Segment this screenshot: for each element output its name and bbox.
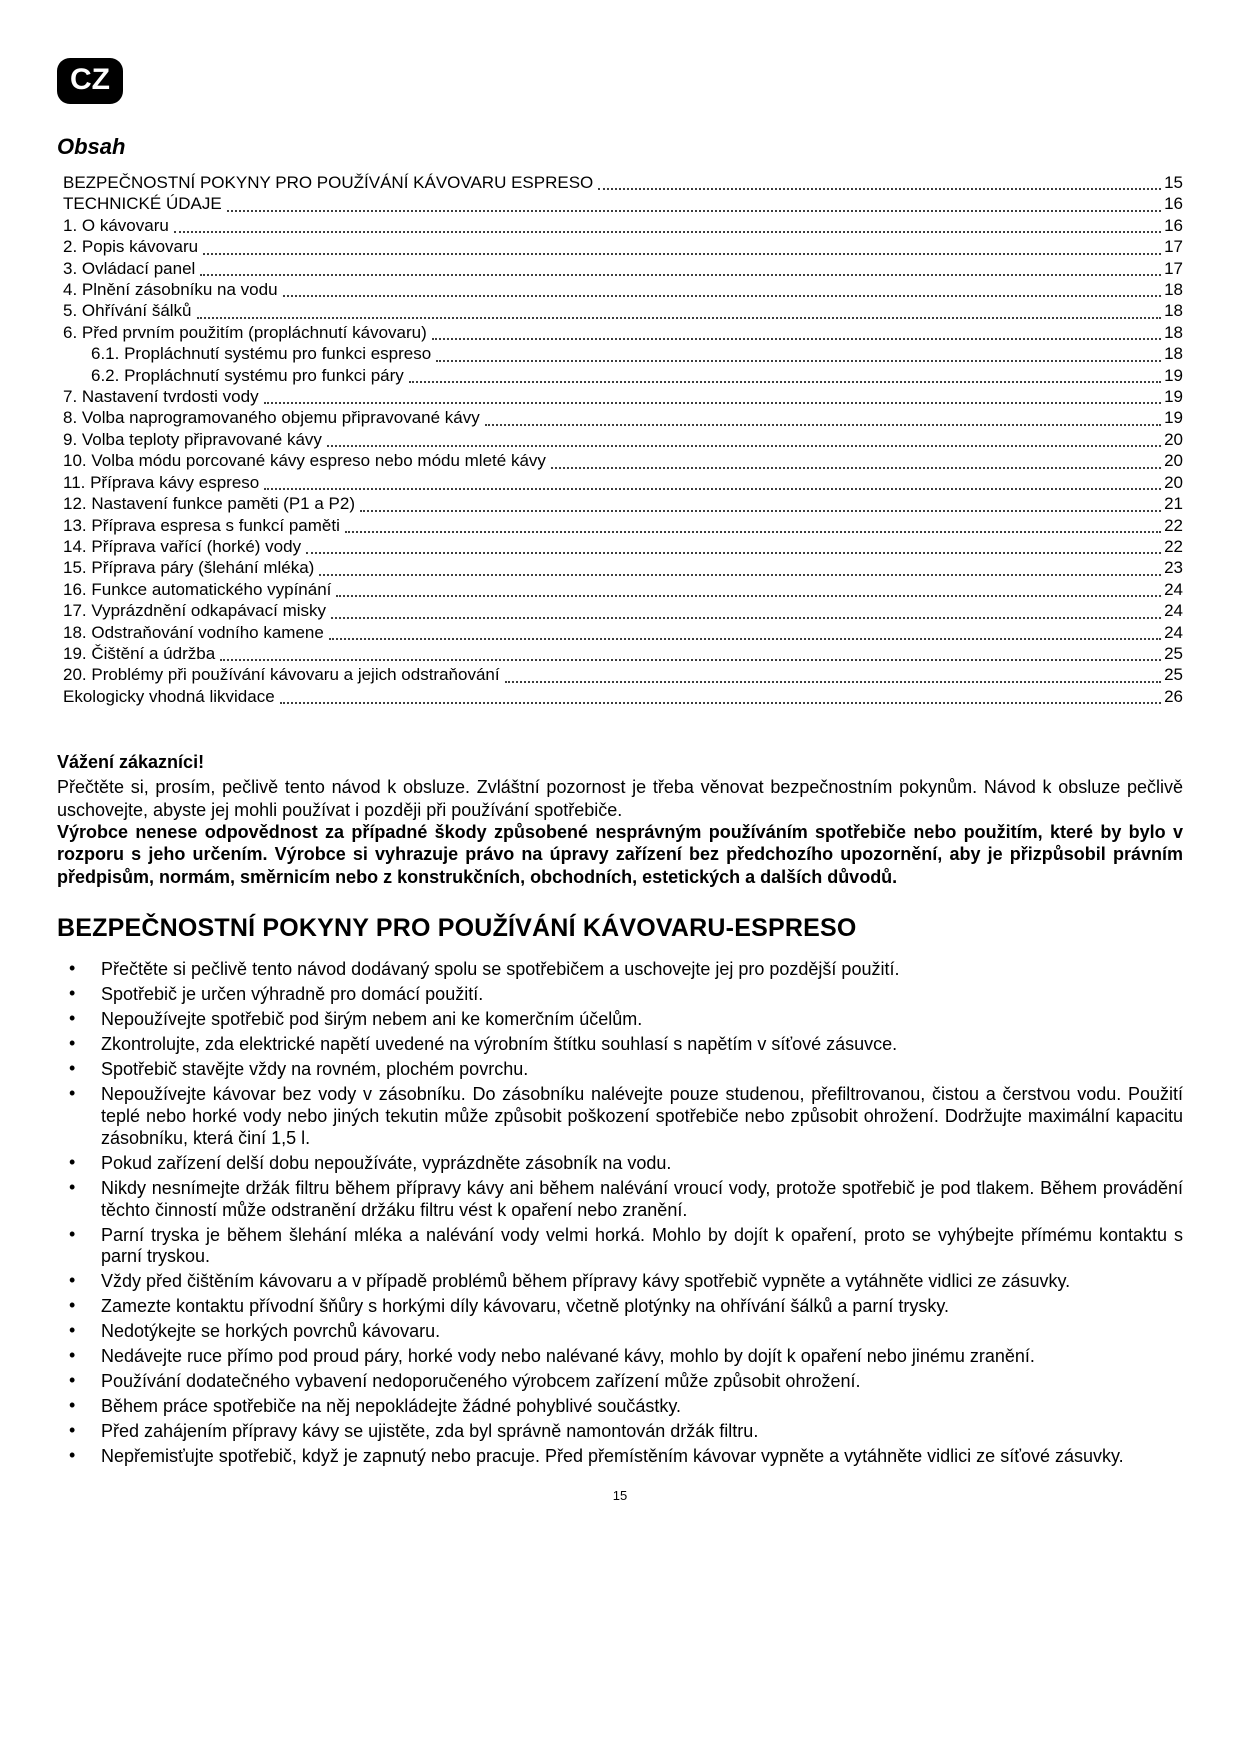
toc-entry-label: 6.1. Propláchnutí systému pro funkci espreso xyxy=(91,344,432,364)
safety-item-text: Zamezte kontaktu přívodní šňůry s horkými díly kávovaru, včetně plotýnky na ohřívání šálků a parní trysky. xyxy=(101,1296,950,1317)
toc-entry-page-number: 24 xyxy=(1164,601,1183,621)
toc-entry-label: 4. Plnění zásobníku na vodu xyxy=(63,280,278,300)
safety-list-item xyxy=(57,1446,1183,1468)
safety-item-text: Přečtěte si pečlivě tento návod dodávaný spolu se spotřebičem a uschovejte jej pro pozdější použití. xyxy=(101,959,900,980)
toc-leader-dots xyxy=(264,488,1161,490)
toc-entry-page-number: 16 xyxy=(1164,194,1183,214)
page-number: 15 xyxy=(612,1488,628,1504)
language-badge: CZ xyxy=(57,58,123,104)
toc-entry-page-number: 17 xyxy=(1164,237,1183,257)
toc-entry-page-number: 23 xyxy=(1164,558,1183,578)
toc-entry-label: 3. Ovládací panel xyxy=(63,258,196,278)
safety-list-item xyxy=(57,1059,1183,1081)
toc-leader-dots xyxy=(336,595,1161,597)
toc-leader-dots xyxy=(264,402,1161,404)
safety-item-text: Spotřebič je určen výhradně pro domácí použití. xyxy=(101,983,484,1004)
safety-item-text: Nedotýkejte se horkých povrchů kávovaru. xyxy=(101,1321,441,1342)
customer-greeting: Vážení zákazníci! xyxy=(57,752,205,773)
toc-entry-label: 2. Popis kávovaru xyxy=(63,237,199,257)
toc-entry-label: 15. Příprava páry (šlehání mléka) xyxy=(63,558,315,578)
toc-entry-page-number: 15 xyxy=(1164,173,1183,192)
toc-leader-dots xyxy=(227,210,1161,212)
toc-leader-dots xyxy=(280,702,1161,704)
toc-leader-dots xyxy=(174,231,1161,233)
toc-entry-page-number: 22 xyxy=(1164,536,1183,556)
toc-entry-page-number: 25 xyxy=(1164,643,1183,663)
safety-list-item xyxy=(57,1346,1183,1368)
toc-entry-label: 20. Problémy při používání kávovaru a jejich odstraňování xyxy=(63,665,500,685)
toc-entry-page-number: 22 xyxy=(1164,515,1183,535)
safety-item-text: Nepoužívejte kávovar bez vody v zásobníku. Do zásobníku nalévejte pouze studenou, přefiltrovanou, čistou a čerstvou vodu. Použití teplé nebo horké vody nebo jiných tekutin může způsobit poškození spotřebiče nebo způsobit ohrožení. Dodržujte maximální kapacitu zásobníku, která činí 1,5 l. xyxy=(101,1083,1183,1148)
toc-leader-dots xyxy=(432,338,1161,340)
toc-entry xyxy=(57,536,1183,557)
toc-entry-label: Ekologicky vhodná likvidace xyxy=(63,686,275,706)
safety-list-item xyxy=(57,1271,1183,1293)
bullet-icon: • xyxy=(69,1320,76,1341)
toc-entry xyxy=(57,172,1183,193)
toc-entry-label: 18. Odstraňování vodního kamene xyxy=(63,622,324,642)
toc-leader-dots xyxy=(327,445,1161,447)
toc-entry-label: 16. Funkce automatického vypínání xyxy=(63,579,332,599)
toc-entry-label: 6.2. Propláchnutí systému pro funkci páry xyxy=(91,365,404,385)
toc-leader-dots xyxy=(319,574,1161,576)
toc-entry-label: 19. Čištění a údržba xyxy=(63,643,216,663)
toc-entry xyxy=(57,236,1183,257)
toc-entry-page-number: 19 xyxy=(1164,408,1183,428)
toc-entry xyxy=(57,515,1183,536)
toc-entry-page-number: 20 xyxy=(1164,451,1183,471)
safety-list-item xyxy=(57,1084,1183,1150)
toc-entry xyxy=(57,429,1183,450)
bullet-icon: • xyxy=(69,1057,76,1078)
toc-entry-page-number: 19 xyxy=(1164,387,1183,407)
safety-item-text: Nepřemisťujte spotřebič, když je zapnutý nebo pracuje. Před přemístěním kávovar vypněte a vytáhněte vidlici ze síťové zásuvky. xyxy=(101,1446,1124,1467)
toc-title: Obsah xyxy=(57,134,126,159)
toc-entry xyxy=(57,258,1183,279)
safety-item-text: Během práce spotřebiče na něj nepokládejte žádné pohyblivé součástky. xyxy=(101,1396,682,1417)
toc-entry xyxy=(57,215,1183,236)
safety-list-item xyxy=(57,1321,1183,1343)
toc-leader-dots xyxy=(409,381,1161,383)
toc-entry-label: 7. Nastavení tvrdosti vody xyxy=(63,387,259,407)
toc-entry-label: 12. Nastavení funkce paměti (P1 a P2) xyxy=(63,494,355,514)
toc-leader-dots xyxy=(598,188,1161,190)
bullet-icon: • xyxy=(69,1420,76,1441)
toc-leader-dots xyxy=(329,638,1161,640)
toc-entry xyxy=(57,386,1183,407)
toc-entry-label: 10. Volba módu porcované kávy espreso nebo módu mleté kávy xyxy=(63,451,546,471)
toc-leader-dots xyxy=(345,531,1161,533)
safety-item-text: Používání dodatečného vybavení nedoporučeného výrobcem zařízení může způsobit ohrožení. xyxy=(101,1371,861,1392)
toc-entry xyxy=(57,472,1183,493)
bullet-icon: • xyxy=(69,1032,76,1053)
toc-entry-label: 9. Volba teploty připravované kávy xyxy=(63,429,322,449)
toc-entry xyxy=(57,643,1183,664)
safety-list-item xyxy=(57,1396,1183,1418)
toc-entry xyxy=(57,622,1183,643)
safety-section-heading: BEZPEČNOSTNÍ POKYNY PRO POUŽÍVÁNÍ KÁVOVARU-ESPRESO xyxy=(57,914,857,943)
toc-leader-dots xyxy=(197,317,1162,319)
safety-list-item xyxy=(57,1296,1183,1318)
toc-entry-page-number: 26 xyxy=(1164,686,1183,706)
toc-entry-label: 14. Příprava vařící (horké) vody xyxy=(63,536,302,556)
toc-entry xyxy=(57,279,1183,300)
toc-entry-page-number: 18 xyxy=(1164,322,1183,342)
safety-list-item xyxy=(57,1009,1183,1031)
toc-entry-label: 8. Volba naprogramovaného objemu připravované kávy xyxy=(63,408,480,428)
toc-leader-dots xyxy=(220,659,1161,661)
toc-entry-page-number: 20 xyxy=(1164,429,1183,449)
manufacturer-disclaimer-paragraph: Výrobce nenese odpovědnost za případné škody způsobené nesprávným používáním spotřebiče nebo použitím, které by bylo v rozporu s jeho určením. Výrobce si vyhrazuje právo na úpravy zařízení bez předchozího upozornění, aby je přizpůsobil právním předpisům, normám, směrnicím nebo z konstrukčních, obchodních, estetických a dalších důvodů. xyxy=(57,822,1183,887)
safety-list-item xyxy=(57,984,1183,1006)
bullet-icon: • xyxy=(69,1370,76,1391)
toc-entry xyxy=(57,343,1183,364)
toc-entry-label: TECHNICKÉ ÚDAJE xyxy=(63,194,222,214)
safety-list-item xyxy=(57,1371,1183,1393)
safety-list-item xyxy=(57,1034,1183,1056)
toc-leader-dots xyxy=(436,360,1161,362)
safety-list-item xyxy=(57,1421,1183,1443)
safety-item-text: Zkontrolujte, zda elektrické napětí uvedené na výrobním štítku souhlasí s napětím v síťové zásuvce. xyxy=(101,1033,898,1054)
toc-entry-page-number: 17 xyxy=(1164,258,1183,278)
toc-entry-page-number: 16 xyxy=(1164,215,1183,235)
toc-entry-label: 11. Příprava kávy espreso xyxy=(63,472,260,492)
safety-item-text: Parní tryska je během šlehání mléka a nalévání vody velmi horká. Mohlo by dojít k opaření, proto se vyhýbejte přímému kontaktu s parní tryskou. xyxy=(101,1224,1183,1267)
toc-entry-page-number: 18 xyxy=(1164,280,1183,300)
bullet-icon: • xyxy=(69,1395,76,1416)
bullet-icon: • xyxy=(69,1151,76,1172)
toc-leader-dots xyxy=(306,552,1161,554)
bullet-icon: • xyxy=(69,982,76,1003)
toc-entry-page-number: 19 xyxy=(1164,365,1183,385)
toc-entry-label: BEZPEČNOSTNÍ POKYNY PRO POUŽÍVÁNÍ KÁVOVARU ESPRESO xyxy=(63,173,594,192)
toc-entry xyxy=(57,579,1183,600)
bullet-icon: • xyxy=(69,1270,76,1291)
toc-entry-page-number: 20 xyxy=(1164,472,1183,492)
toc-entry xyxy=(57,664,1183,685)
safety-item-text: Vždy před čištěním kávovaru a v případě problémů během přípravy kávy spotřebič vypněte a vytáhněte vidlici ze zásuvky. xyxy=(101,1271,1071,1292)
toc-leader-dots xyxy=(551,467,1161,469)
toc-leader-dots xyxy=(200,274,1161,276)
toc-entry-page-number: 24 xyxy=(1164,622,1183,642)
safety-instructions-list xyxy=(57,959,1183,1468)
toc-entry xyxy=(57,450,1183,471)
toc-entry-label: 1. O kávovaru xyxy=(63,215,169,235)
safety-list-item xyxy=(57,1153,1183,1175)
safety-list-item xyxy=(57,1178,1183,1222)
toc-leader-dots xyxy=(485,424,1161,426)
toc-entry xyxy=(57,407,1183,428)
toc-entry xyxy=(57,557,1183,578)
safety-item-text: Spotřebič stavějte vždy na rovném, plochém povrchu. xyxy=(101,1058,529,1079)
toc-leader-dots xyxy=(283,295,1162,297)
intro-section xyxy=(57,751,1183,888)
toc-entry-page-number: 18 xyxy=(1164,301,1183,321)
intro-paragraph: Přečtěte si, prosím, pečlivě tento návod k obsluze. Zvláštní pozornost je třeba věnovat bezpečnostním pokynům. Návod k obsluze pečlivě uschovejte, abyste jej mohli používat i později při používání spotřebiče. xyxy=(57,777,1183,820)
safety-list-item xyxy=(57,1225,1183,1269)
toc-entry xyxy=(57,193,1183,214)
toc-entry-label: 6. Před prvním použitím (propláchnutí kávovaru) xyxy=(63,322,427,342)
toc-entry-page-number: 24 xyxy=(1164,579,1183,599)
toc-entry xyxy=(57,600,1183,621)
bullet-icon: • xyxy=(69,1176,76,1197)
toc-entry xyxy=(57,493,1183,514)
toc-entry-page-number: 21 xyxy=(1164,494,1183,514)
safety-item-text: Před zahájením přípravy kávy se ujistěte, zda byl správně namontován držák filtru. xyxy=(101,1421,759,1442)
bullet-icon: • xyxy=(69,1445,76,1466)
safety-item-text: Pokud zařízení delší dobu nepoužíváte, vyprázdněte zásobník na vodu. xyxy=(101,1152,672,1173)
toc-leader-dots xyxy=(360,510,1161,512)
safety-item-text: Nepoužívejte spotřebič pod širým nebem ani ke komerčním účelům. xyxy=(101,1008,643,1029)
toc-entry xyxy=(57,322,1183,343)
toc-entry xyxy=(57,686,1183,707)
bullet-icon: • xyxy=(69,1082,76,1103)
safety-item-text: Nikdy nesnímejte držák filtru během přípravy kávy ani během nalévání vroucí vody, protože spotřebič je pod tlakem. Během provádění těchto činností může odstranění držáku filtru vést k opaření nebo zranění. xyxy=(101,1177,1183,1220)
toc-leader-dots xyxy=(331,617,1161,619)
toc-entry-page-number: 25 xyxy=(1164,665,1183,685)
bullet-icon: • xyxy=(69,958,76,979)
toc-entry xyxy=(57,365,1183,386)
bullet-icon: • xyxy=(69,1295,76,1316)
bullet-icon: • xyxy=(69,1007,76,1028)
toc-entry-page-number: 18 xyxy=(1164,344,1183,364)
toc-entry xyxy=(57,300,1183,321)
table-of-contents xyxy=(57,172,1183,707)
bullet-icon: • xyxy=(69,1345,76,1366)
toc-entry-label: 13. Příprava espresa s funkcí paměti xyxy=(63,515,340,535)
toc-entry-label: 5. Ohřívání šálků xyxy=(63,301,192,321)
toc-leader-dots xyxy=(203,253,1161,255)
safety-list-item xyxy=(57,959,1183,981)
safety-item-text: Nedávejte ruce přímo pod proud páry, horké vody nebo nalévané kávy, mohlo by dojít k opaření nebo jinému zranění. xyxy=(101,1346,1035,1367)
toc-leader-dots xyxy=(505,681,1162,683)
bullet-icon: • xyxy=(69,1223,76,1244)
toc-entry-label: 17. Vyprázdnění odkapávací misky xyxy=(63,601,327,621)
